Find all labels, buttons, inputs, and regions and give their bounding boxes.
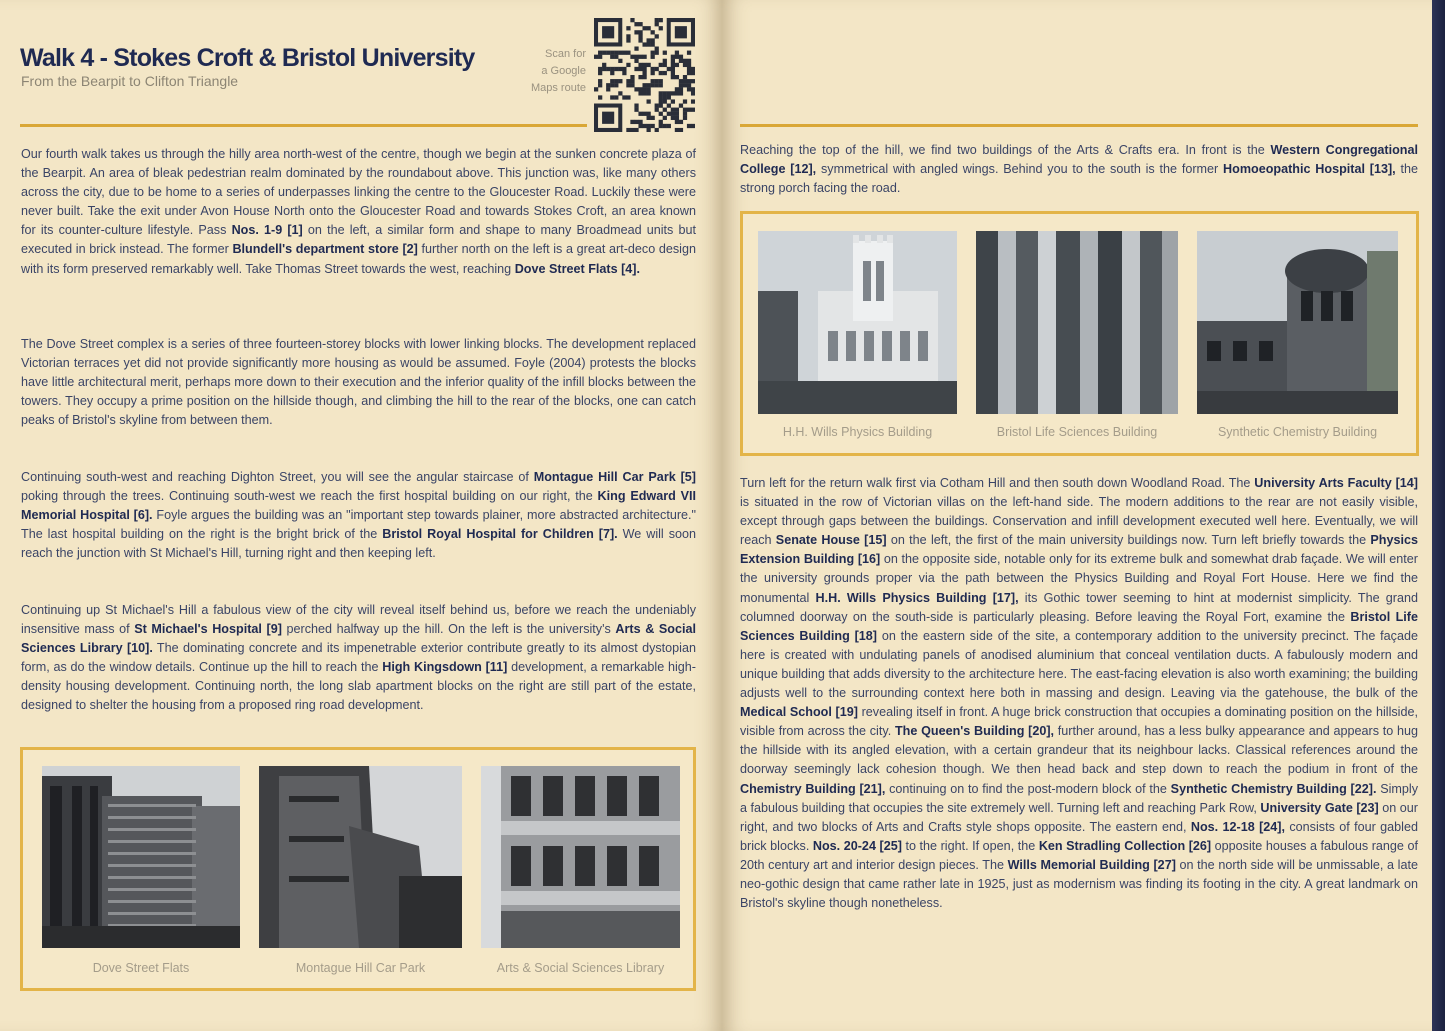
landmark-name: Wills Memorial Building [27]: [1007, 857, 1176, 872]
text-run: on our right, and two blocks of Arts and Crafts style shops opposite. The eastern end,: [740, 800, 1418, 834]
caption-bristol-life-sciences-building: Bristol Life Sciences Building: [996, 425, 1158, 439]
text-run: further around, has a less bulky appearance and appears to hug the hillside with its angled elevation, with a certain grandeur that its neighbour lacks. Classical references around the doorway seemingly lack cohesion though. We then head back and step down to reach the podium in front of the: [740, 724, 1419, 777]
text-run: opposite houses a fabulous range of 20th century art and interior design pieces. The: [740, 838, 1418, 872]
text-run: Foyle argues the building was an "important step towards plainer, more abstracted architecture." The last hospital building on the right is the bright brick of the: [21, 508, 696, 542]
header-divider: [20, 124, 587, 127]
landmark-name: Montague Hill Car Park [5]: [533, 470, 696, 484]
photo-hh-wills-physics-building: [758, 231, 957, 414]
text-run: Continuing up St Michael's Hill a fabulous view of the city will reveal itself behind us, before we reach the undeniably insensitive mass of: [21, 603, 696, 637]
right-photo-panel: [740, 211, 1419, 456]
right-header-divider: [740, 124, 1418, 127]
scan-line-1: Scan for: [545, 48, 586, 60]
text-run: on the eastern side of the site, a contemporary addition to the university precinct. The façade here is created with undulating panels of anodised aluminium that conceal ventilation ducts. A fabulously modern and unique building that adds diversity to the architecture here. The east-facing elevation is also worth examining; the building adjusts well to the surrounding context here both in massing and design. Leaving via the gatehouse, the bulk of the: [740, 628, 1418, 701]
text-run: on the north side will be unmissable, a late neo-gothic design that came rather late in 1925, just as modernism was finding its footing in the city. A great landmark on Bristol's skyline though nonetheless.: [740, 857, 1418, 911]
landmark-name: Nos. 1-9 [1]: [231, 223, 303, 238]
text-run: development, a remarkable high-density housing development. Continuing north, the long slab apartment blocks on the right are still part of the estate, designed to shelter the housing from a proposed ring road development.: [21, 660, 696, 713]
photo-synthetic-chemistry-building: [1197, 231, 1398, 414]
book-cover-edge: [1432, 0, 1445, 1031]
photo-dove-street-flats: [42, 766, 240, 948]
landmark-name: Nos. 12-18 [24],: [1190, 819, 1285, 834]
landmark-name: University Gate [23]: [1260, 800, 1379, 815]
landmark-name: Homoeopathic Hospital [13],: [1223, 162, 1396, 177]
caption-montague-hill-car-park: Montague Hill Car Park: [295, 961, 426, 975]
text-run: consists of four gabled brick blocks.: [740, 819, 1418, 853]
landmark-name: St Michael's Hospital [9]: [134, 622, 282, 637]
landmark-name: Synthetic Chemistry Building [22].: [1170, 781, 1377, 796]
landmark-name: Dove Street Flats [4].: [514, 261, 640, 276]
text-run: revealing itself in front. A huge brick construction that occupies a dominating position on the hillside, visible from across the city.: [740, 705, 1418, 739]
text-run: The Dove Street complex is a series of three fourteen-storey blocks with lower linking blocks. The development replaced Victorian terraces yet did not provide significantly more housing as would be assumed. Foyle (2004) protests the blocks have little architectural merit, perhaps more down to their execution and the inferior quality of the infill blocks between the towers. They occupy a prime position on the hillside though, and climbing the hill to the rear of the blocks, one can catch peaks of Bristol's skyline from between them.: [21, 337, 696, 428]
text-run: on the left, a similar form and shape to many Broadmead units but executed in brick instead. The former: [21, 223, 696, 257]
landmark-name: University Arts Faculty [14]: [1254, 476, 1418, 490]
text-run: Turn left for the return walk first via Cotham Hill and then south down Woodland Road. The: [740, 476, 1255, 490]
text-run: on the opposite side, notable only for its extreme bulk and somewhat drab façade. We will enter the university grounds proper via the path between the Physics Building and Royal Fort House. Here we find the monumental: [740, 552, 1418, 605]
landmark-name: King Edward VII Memorial Hospital [6].: [21, 489, 696, 523]
page-title: Walk 4 - Stokes Croft & Bristol University: [20, 44, 475, 72]
qr-code-icon[interactable]: [594, 18, 695, 132]
page-subtitle: From the Bearpit to Clifton Triangle: [21, 73, 239, 89]
landmark-name: H.H. Wills Physics Building [17],: [815, 590, 1019, 605]
text-run: further north on the left is a great art-deco design with its form preserved remarkably well. Take Thomas Street towards the west, reaching: [21, 242, 696, 276]
scan-line-2: a Google: [541, 65, 586, 77]
paragraph-montague-hill: [21, 468, 696, 563]
text-run: symmetrical with angled wings. Behind you to the south is the former: [816, 162, 1224, 177]
text-run: The dominating concrete and its impenetrable exterior contribute greatly to its almost dystopian form, as do the window details. Continue up the hill to reach the: [21, 641, 696, 675]
paragraph-st-michaels-hill: [21, 601, 696, 716]
text-run: is situated in the row of Victorian villas on the left-hand side. The modern additions to the rear are not easily visible, except through gaps between the buildings. Conservation and infill development executed well here. Eventually, we will reach: [740, 495, 1418, 548]
caption-hh-wills-physics-building: H.H. Wills Physics Building: [782, 425, 933, 439]
photo-bristol-life-sciences-building: [976, 231, 1178, 414]
landmark-name: Arts & Social Sciences Library [10].: [21, 622, 697, 656]
caption-arts-social-sciences-library: Arts & Social Sciences Library: [496, 961, 665, 975]
qr-scan-label: [500, 46, 586, 97]
paragraph-arts-crafts: [740, 141, 1418, 198]
text-run: perched halfway up the hill. On the left is the university's: [281, 622, 616, 637]
text-run: Simply a fabulous building that occupies the site extremely well. Turning left and reaching Park Row,: [740, 781, 1418, 815]
text-run: to the right. If open, the: [901, 838, 1039, 853]
landmark-name: Bristol Royal Hospital for Children [7].: [382, 527, 618, 542]
landmark-name: The Queen's Building [20],: [894, 724, 1055, 739]
landmark-name: Chemistry Building [21],: [740, 781, 886, 796]
caption-dove-street-flats: Dove Street Flats: [92, 961, 190, 975]
text-run: the strong porch facing the road.: [740, 162, 1418, 196]
landmark-name: Nos. 20-24 [25]: [812, 838, 902, 853]
landmark-name: Medical School [19]: [740, 705, 858, 720]
left-photo-panel: [20, 747, 696, 991]
paragraph-return-walk: [740, 474, 1418, 913]
photo-arts-social-sciences-library: [481, 766, 680, 948]
paragraph-dove-street: [21, 335, 696, 430]
text-run: on the left, the first of the main university buildings now. Turn left briefly towards the: [886, 533, 1371, 548]
text-run: Our fourth walk takes us through the hilly area north-west of the centre, though we begin at the sunken concrete plaza of the Bearpit. An area of bleak pedestrian realm dominated by the roundabout above. This junction was, like many others across the city, due to be home to a series of underpasses linking the centre to the Gloucester Road. Luckily these were never built. Take the exit under Avon House North onto the Gloucester Road and towards Stokes Croft, an area known for its counter-culture lifestyle. Pass: [21, 147, 696, 238]
paragraph-intro: [21, 145, 696, 279]
text-run: poking through the trees. Continuing south-west we reach the first hospital building on our right, the: [21, 489, 598, 504]
landmark-name: High Kingsdown [11]: [382, 660, 508, 675]
scan-line-3: Maps route: [530, 82, 586, 94]
landmark-name: Bristol Life Sciences Building [18]: [740, 609, 1418, 643]
text-run: Continuing south-west and reaching Dighton Street, you will see the angular staircase of: [21, 470, 534, 484]
landmark-name: Western Congregational College [12],: [740, 143, 1418, 177]
landmark-name: Senate House [15]: [775, 533, 887, 548]
landmark-name: Blundell's department store [2]: [232, 242, 418, 257]
text-run: We will soon reach the junction with St Michael's Hill, turning right and then keeping left.: [21, 527, 697, 561]
text-run: Reaching the top of the hill, we find two buildings of the Arts & Crafts era. In front is the: [740, 143, 1271, 157]
text-run: its Gothic tower seeming to hint at modernist simplicity. The grand columned doorway on the south-side is particularly pleasing. Before leaving the Royal Fort, examine the: [740, 590, 1418, 624]
landmark-name: Ken Stradling Collection [26]: [1038, 838, 1212, 853]
text-run: continuing on to find the post-modern block of the: [885, 781, 1171, 796]
photo-montague-hill-car-park: [259, 766, 462, 948]
caption-synthetic-chemistry-building: Synthetic Chemistry Building: [1217, 425, 1378, 439]
landmark-name: Physics Extension Building [16]: [740, 533, 1418, 567]
